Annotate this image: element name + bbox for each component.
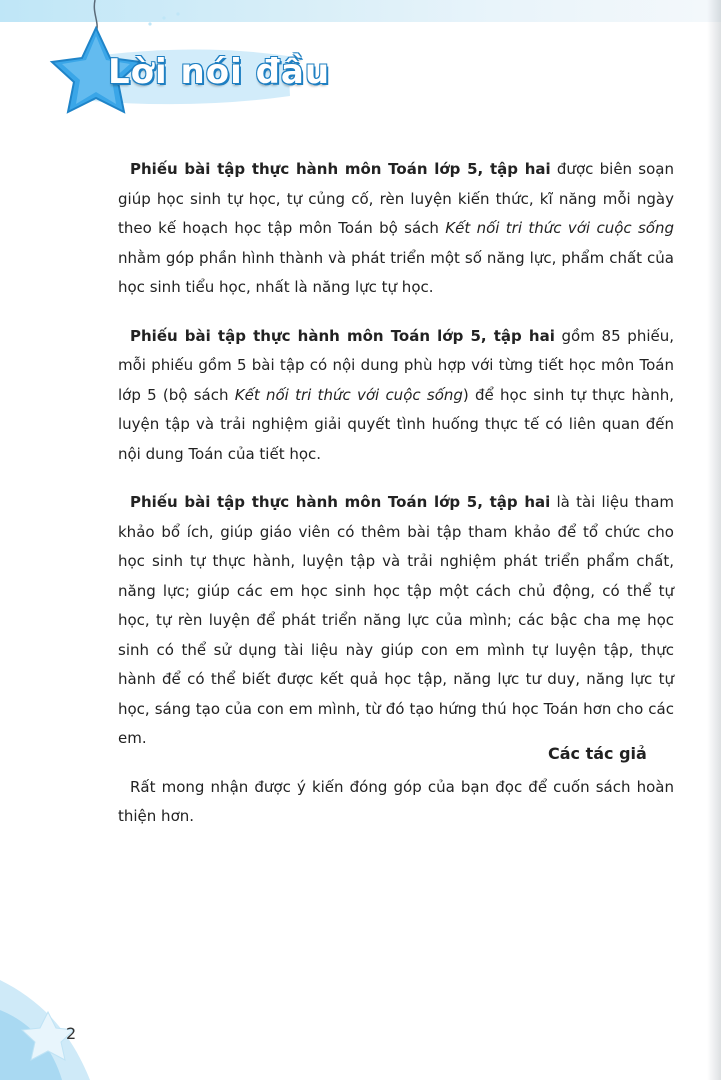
author-signature: Các tác giả — [548, 744, 647, 763]
paragraph-4 — [118, 773, 674, 832]
series-name-italic: Kết nối tri thức với cuộc sống — [234, 385, 463, 404]
text-span: Rất mong nhận được ý kiến đóng góp của bạn đọc để cuốn sách hoàn thiện hơn. — [118, 777, 674, 825]
paragraph-1 — [118, 155, 674, 303]
book-title-bold: Phiếu bài tập thực hành môn Toán lớp 5, tập hai — [130, 493, 551, 511]
book-title-bold: Phiếu bài tập thực hành môn Toán lớp 5, tập hai — [130, 160, 551, 178]
book-title-bold: Phiếu bài tập thực hành môn Toán lớp 5, tập hai — [130, 326, 555, 345]
page-edge-shadow — [707, 0, 721, 1080]
text-span: ) để học sinh tự thực hành, luyện tập và trải nghiệm giải quyết tình huống thực tế có liên quan đến nội dung Toán của tiết học. — [118, 385, 675, 463]
text-span: nhằm góp phần hình thành và phát triển một số năng lực, phẩm chất của học sinh tiểu học, nhất là năng lực tự học. — [118, 248, 674, 296]
paragraph-2 — [118, 322, 674, 470]
text-span: được biên soạn giúp học sinh tự học, tự củng cố, rèn luyện kiến thức, kĩ năng mỗi ngày theo kế hoạch học tập môn Toán bộ sách — [118, 160, 674, 237]
text-span: là tài liệu tham khảo bổ ích, giúp giáo viên có thêm bài tập tham khảo để tổ chức cho học sinh tự thực hành, luyện tập và trải nghiệm phát triển phẩm chất, năng lực; giúp các em học sinh học tập một cách chủ động, có thể tự học, tự rèn luyện để phát triển năng lực của mình; các bậc cha mẹ học sinh có thể sử dụng tài liệu này giúp con em mình tự luyện tập, thực hành để có thể biết được kết quả học tập, năng lực tư duy, năng lực tự học, sáng tạo của con em mình, từ đó tạo hứng thú học Toán hơn cho các em. — [118, 493, 675, 747]
corner-wave-decoration — [0, 960, 160, 1080]
page-title: Lời nói đầu — [108, 52, 331, 92]
paragraph-3 — [118, 488, 674, 754]
series-name-italic: Kết nối tri thức với cuộc sống — [445, 219, 674, 237]
page-number: 2 — [66, 1024, 77, 1043]
title-badge — [40, 0, 360, 130]
text-span: gồm 85 phiếu, mỗi phiếu gồm 5 bài tập có nội dung phù hợp với từng tiết học môn Toán lớp 5 (bộ sách — [118, 326, 674, 404]
